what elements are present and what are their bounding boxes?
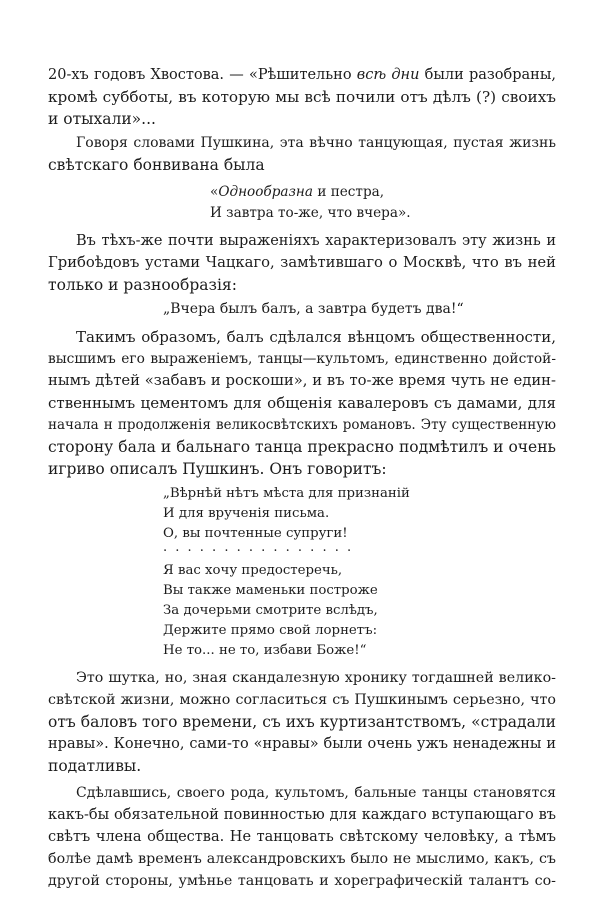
verse-line: О, вы почтенные супруги!	[163, 526, 348, 541]
text-line: Въ тѣхъ-же почти выраженіяхъ характеризовалъ эту жизнь и	[76, 233, 556, 249]
text-line: податливы.	[48, 757, 142, 775]
text-line: нравы». Конечно, сами-то «нравы» были очень ужъ ненадежны и	[48, 736, 556, 752]
text-line: Такимъ образомъ, балъ сдѣлался вѣнцомъ общественности,	[76, 328, 556, 346]
text-line: 20-хъ годовъ Хвостова. — «Рѣшительно всѣ дни были разобраны,	[48, 67, 556, 83]
verse-line: За дочерьми смотрите вслѣдъ,	[163, 603, 378, 618]
text-line: сторону бала и бальнаго танца прекрасно подмѣтилъ и очень	[48, 438, 556, 456]
verse-ellipsis: . . . . . . . . . . . . . . . .	[163, 540, 354, 555]
verse-line: „Вѣрнѣй нѣтъ мѣста для признаній	[163, 486, 410, 501]
verse-line: „Вчера былъ балъ, а завтра будетъ два!“	[163, 301, 464, 317]
verse-line: Я вас хочу предостеречь,	[163, 563, 343, 578]
text-line: отъ баловъ того времени, съ ихъ куртизантствомъ, «страдали	[48, 713, 556, 731]
text-line: и отыхали»...	[48, 110, 156, 128]
text-line: высшимъ его выраженіемъ, танцы—культомъ, единственно дойстой-	[48, 351, 556, 367]
verse-line: Не то... не то, избави Боже!“	[163, 643, 367, 658]
verse-line: И завтра то-же, что вчера».	[210, 205, 411, 221]
verse-line: «Однообразна и пестра,	[210, 184, 385, 200]
text-line: свѣтъ члена общества. Не танцовать свѣтскому человѣку, а тѣмъ	[48, 829, 556, 845]
verse-line: И для врученія письма.	[163, 506, 330, 521]
text-line: кромѣ субботы, въ которую мы всѣ почили отъ дѣлъ (?) своихъ	[48, 88, 556, 106]
text-line: Сдѣлавшись, своего рода, культомъ, бальные танцы становятся	[76, 785, 556, 801]
text-line: болѣе дамѣ временъ александровскихъ было не мыслимо, какъ, съ	[48, 851, 556, 867]
text-line: начала н продолженія великосвѣтскихъ романовъ. Эту существенную	[48, 417, 556, 433]
text-line: Говоря словами Пушкина, эта вѣчно танцующая, пустая жизнь	[76, 135, 556, 151]
text-line: другой стороны, умѣнье танцовать и хореграфическій талантъ со-	[48, 873, 556, 889]
text-line: свѣтскаго бонвивана была	[48, 156, 265, 174]
verse-line: Держите прямо свой лорнетъ:	[163, 623, 378, 638]
text-line: игриво описалъ Пушкинъ. Онъ говоритъ:	[48, 460, 387, 478]
text-line: ственнымъ цементомъ для общенія кавалеровъ съ дамами, для	[48, 394, 556, 412]
text-line: Это шутка, но, зная скандалезную хронику тогдашней велико-	[76, 670, 556, 686]
text-line: нымъ дѣтей «забавъ и роскоши», и въ то-же время чуть не един-	[48, 372, 556, 389]
text-line: Грибоѣдовъ устами Чацкаго, замѣтившаго о Москвѣ, что въ ней	[48, 254, 556, 271]
text-line: только и разнообразія:	[48, 276, 237, 294]
verse-line: Вы также маменьки построже	[163, 583, 378, 598]
text-line: свѣтской жизни, можно согласиться съ Пушкинымъ серьезно, что	[48, 692, 556, 708]
text-line: какъ-бы обязательной повинностью для каждаго вступающаго въ	[48, 807, 556, 823]
